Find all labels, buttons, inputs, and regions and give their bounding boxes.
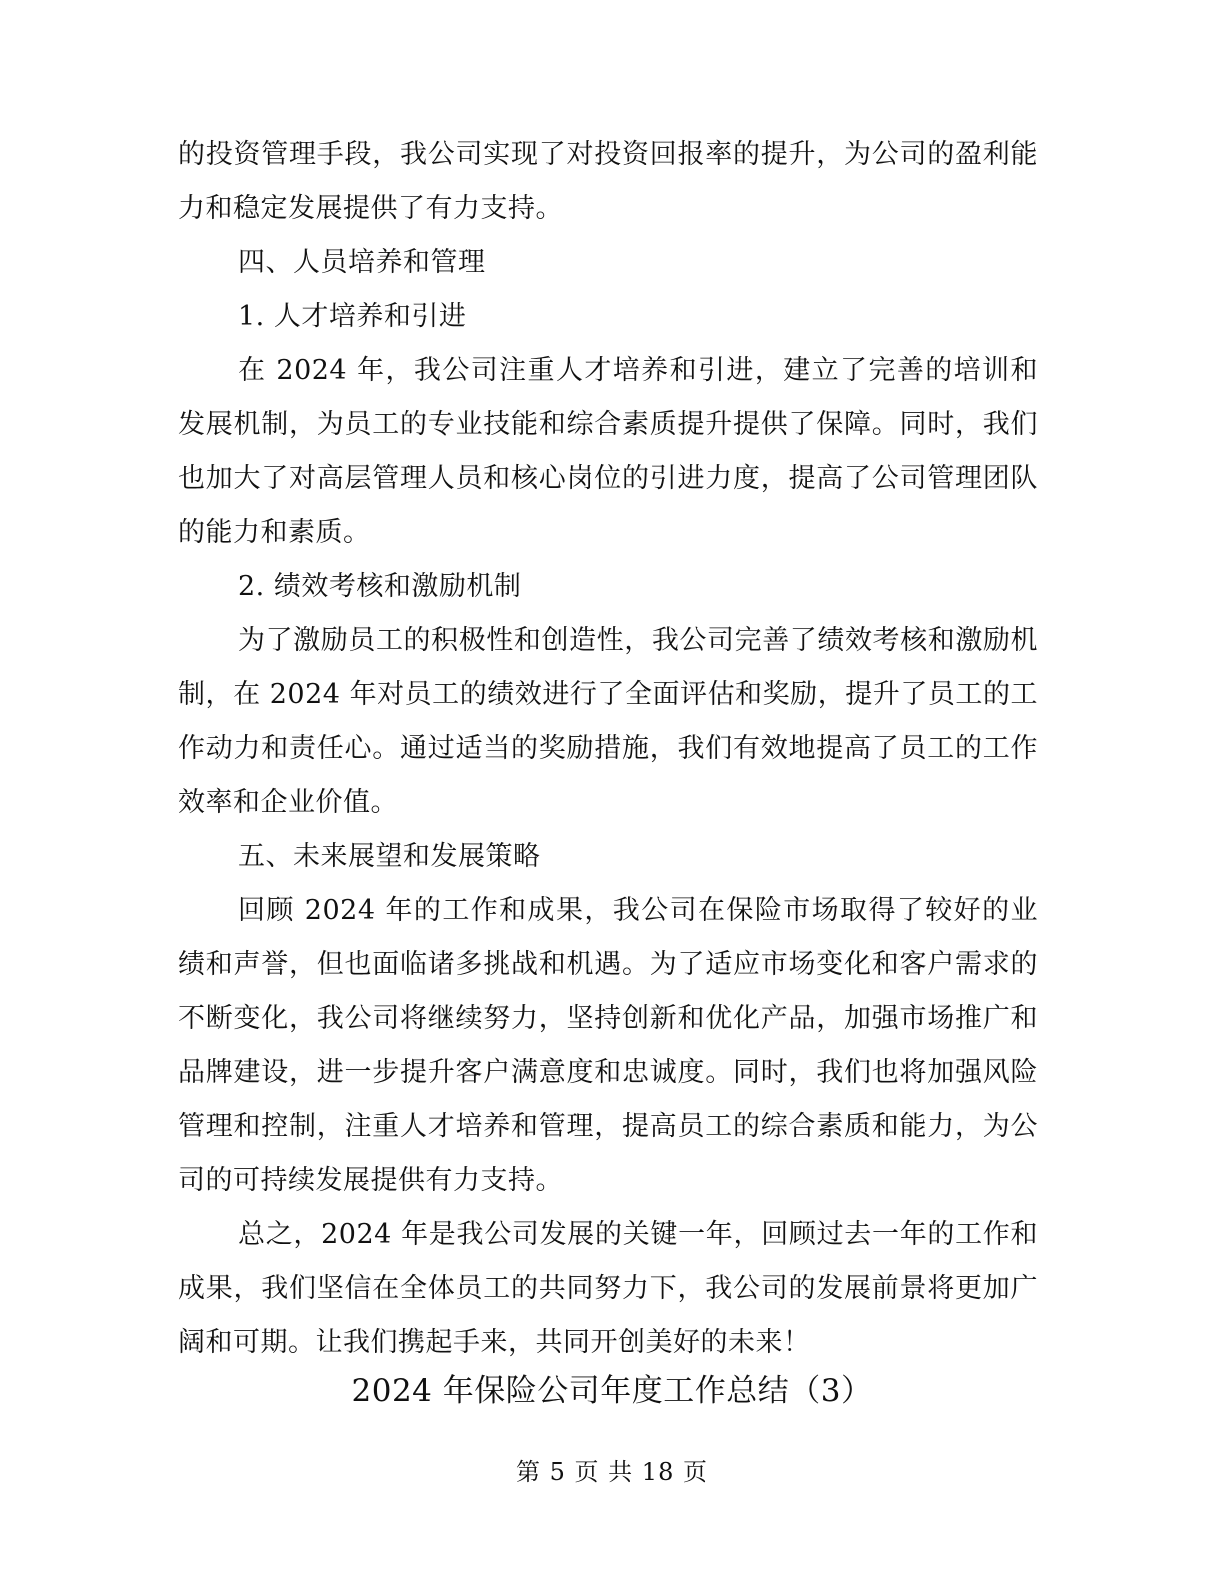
paragraph-conclusion: 总之，2024 年是我公司发展的关键一年，回顾过去一年的工作和成果，我们坚信在全体员工的共同努力下，我公司的发展前景将更加广阔和可期。让我们携起手来，共同开创美好的未来！: [178, 1219, 1038, 1358]
paragraph-performance: 为了激励员工的积极性和创造性，我公司完善了绩效考核和激励机制，在 2024 年对员工的绩效进行了全面评估和奖励，提升了员工的工作动力和责任心。通过适当的奖励措施，我们有效地提高了员工的工作效率和企业价值。: [178, 625, 1038, 818]
section-title: 2024 年保险公司年度工作总结（3）: [351, 1373, 873, 1409]
section-heading-4: 四、人员培养和管理: [238, 247, 486, 278]
section-heading-5: 五、未来展望和发展策略: [238, 841, 541, 872]
subheading-talent: 1. 人才培养和引进: [238, 301, 467, 332]
paragraph-outlook: 回顾 2024 年的工作和成果，我公司在保险市场取得了较好的业绩和声誉，但也面临诸多挑战和机遇。为了适应市场变化和客户需求的不断变化，我公司将继续努力，坚持创新和优化产品，加强市场推广和品牌建设，进一步提升客户满意度和忠诚度。同时，我们也将加强风险管理和控制，注重人才培养和管理，提高员工的综合素质和能力，为公司的可持续发展提供有力支持。: [178, 895, 1038, 1196]
paragraph-talent: 在 2024 年，我公司注重人才培养和引进，建立了完善的培训和发展机制，为员工的专业技能和综合素质提升提供了保障。同时，我们也加大了对高层管理人员和核心岗位的引进力度，提高了公司管理团队的能力和素质。: [178, 355, 1038, 548]
subheading-performance: 2. 绩效考核和激励机制: [238, 571, 522, 602]
paragraph-continuation: 的投资管理手段，我公司实现了对投资回报率的提升，为公司的盈利能力和稳定发展提供了有力支持。: [178, 139, 1038, 224]
page-footer: 第 5 页 共 18 页: [516, 1458, 708, 1486]
document-body: [178, 128, 1038, 1370]
